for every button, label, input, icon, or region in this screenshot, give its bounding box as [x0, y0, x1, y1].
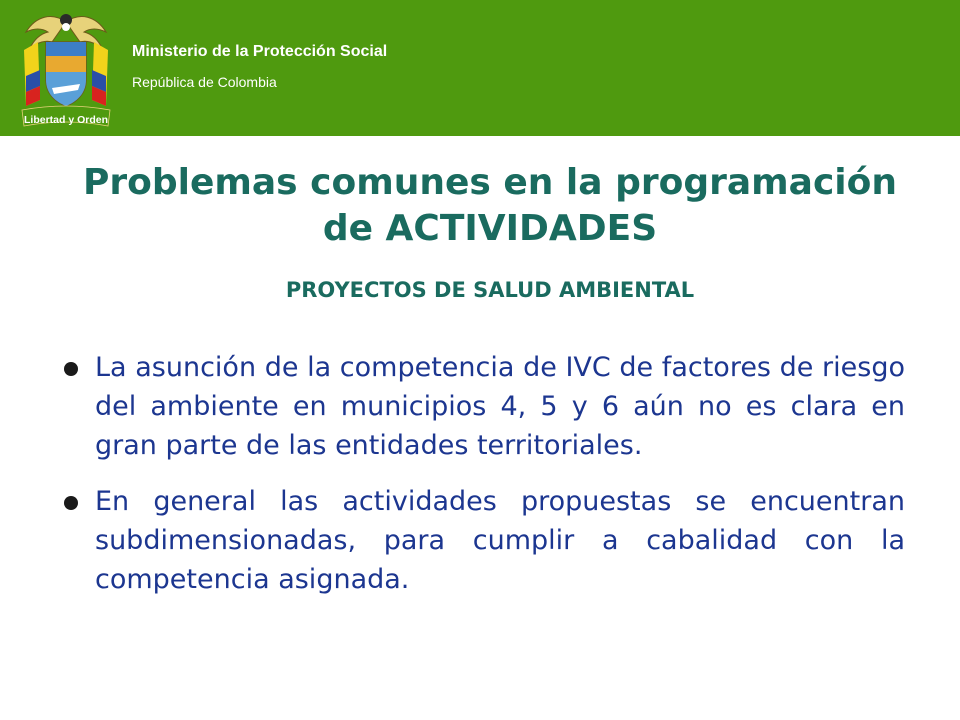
- header-banner: [0, 0, 960, 136]
- slide-title: Problemas comunes en la programación de ACTIVIDADES: [82, 162, 898, 249]
- slide-subtitle: PROYECTOS DE SALUD AMBIENTAL: [285, 278, 695, 302]
- bullet-text: La asunción de la competencia de IVC de factores de riesgo del ambiente en municipios 4, 5 y 6 aún no es clara en gran parte de las entidades territoriales.: [95, 352, 905, 461]
- bullet-list: [55, 348, 905, 616]
- colombia-coat-of-arms-icon: [16, 6, 116, 130]
- bullet-dot-icon: [64, 362, 78, 376]
- bullet-dot-icon: [64, 496, 78, 510]
- republic-name: República de Colombia: [132, 74, 277, 90]
- bullet-item: [55, 348, 905, 465]
- logo-motto: Libertad y Orden: [23, 114, 109, 126]
- ministry-name: Ministerio de la Protección Social: [132, 43, 388, 60]
- bullet-text: En general las actividades propuestas se encuentran subdimensionadas, para cumplir a cabalidad con la competencia asignada.: [95, 486, 905, 595]
- bullet-item: [55, 482, 905, 599]
